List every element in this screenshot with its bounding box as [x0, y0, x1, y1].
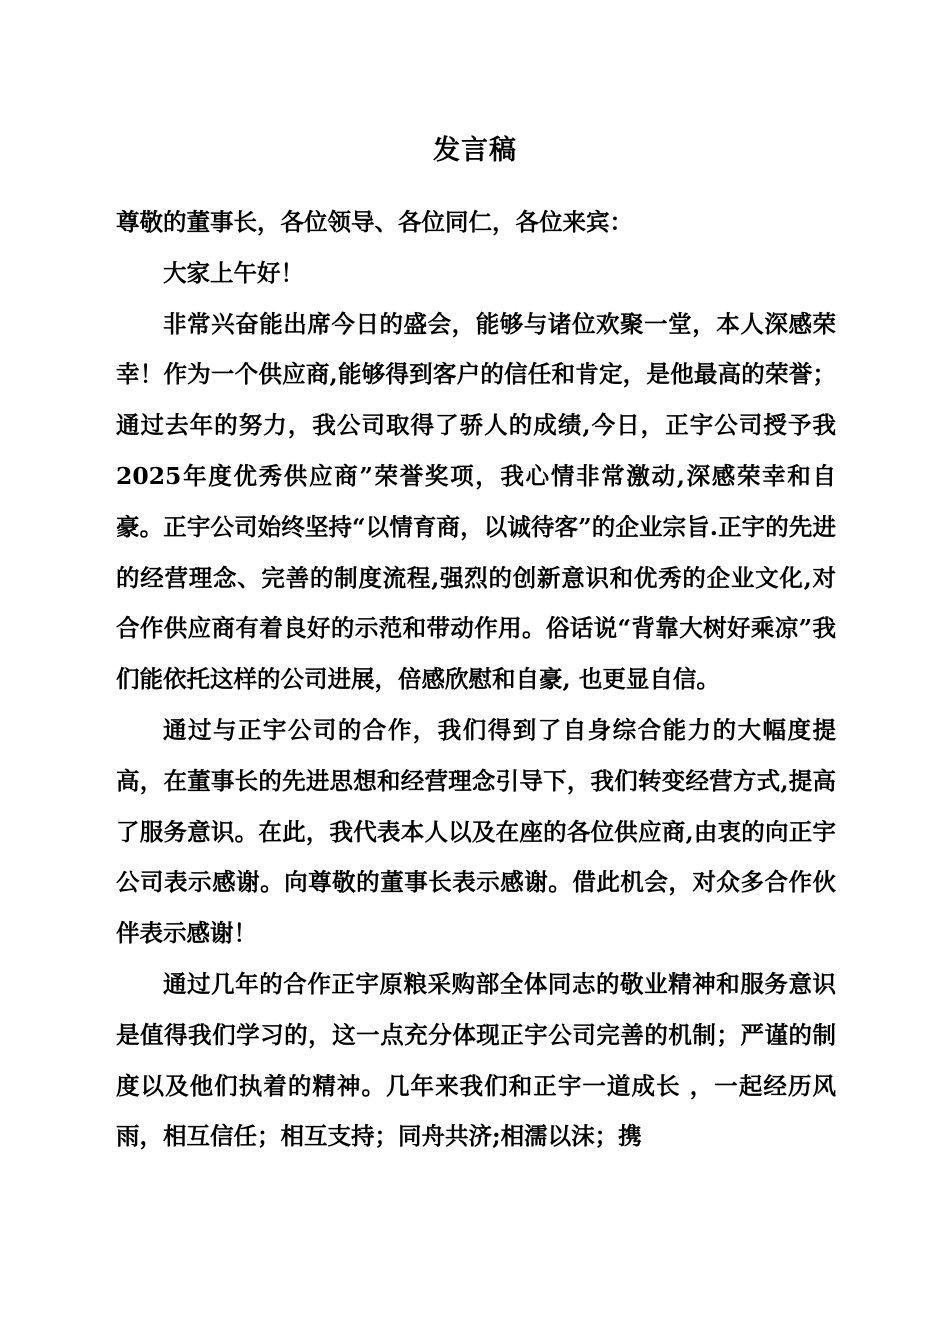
document-body — [116, 197, 836, 1162]
greeting-line: 大家上午好！ — [163, 258, 304, 287]
paragraph-1: 非常兴奋能出席今日的盛会，能够与诸位欢聚一堂，本人深感荣幸！作为一个供应商,能够得到客户的信任和肯定，是他最高的荣誉；通过去年的努力，我公司取得了骄人的成绩,今日，正宇公司授予我2025年度优秀供应商”荣誉奖项，我心情非常激动,深感荣幸和自豪。正宇公司始终坚持“以情育商，以诚待客”的企业宗旨.正宇的先进的经营理念、完善的制度流程,强烈的创新意识和优秀的企业文化,对合作供应商有着良好的示范和带动作用。俗话说“背靠大树好乘凉”我们能依托这样的公司进展，倍感欣慰和自豪, 也更显自信。 — [116, 309, 836, 694]
document-title: 发言稿 — [433, 135, 517, 166]
paragraph-2: 通过与正宇公司的合作，我们得到了自身综合能力的大幅度提高，在董事长的先进思想和经营理念引导下，我们转变经营方式,提高了服务意识。在此，我代表本人以及在座的各位供应商,由衷的向正宇公司表示感谢。向尊敬的董事长表示感谢。借此机会，对众多合作伙伴表示感谢！ — [116, 715, 836, 948]
salutation-line: 尊敬的董事长，各位领导、各位同仁，各位来宾： — [116, 208, 633, 236]
paragraph-3: 通过几年的合作正宇原粮采购部全体同志的敬业精神和服务意识是值得我们学习的，这一点充分体现正宇公司完善的机制；严谨的制度以及他们执着的精神。几年来我们和正宇一道成长 ，一起经历风雨，相互信任；相互支持；同舟共济;相濡以沫；携 — [116, 969, 836, 1151]
